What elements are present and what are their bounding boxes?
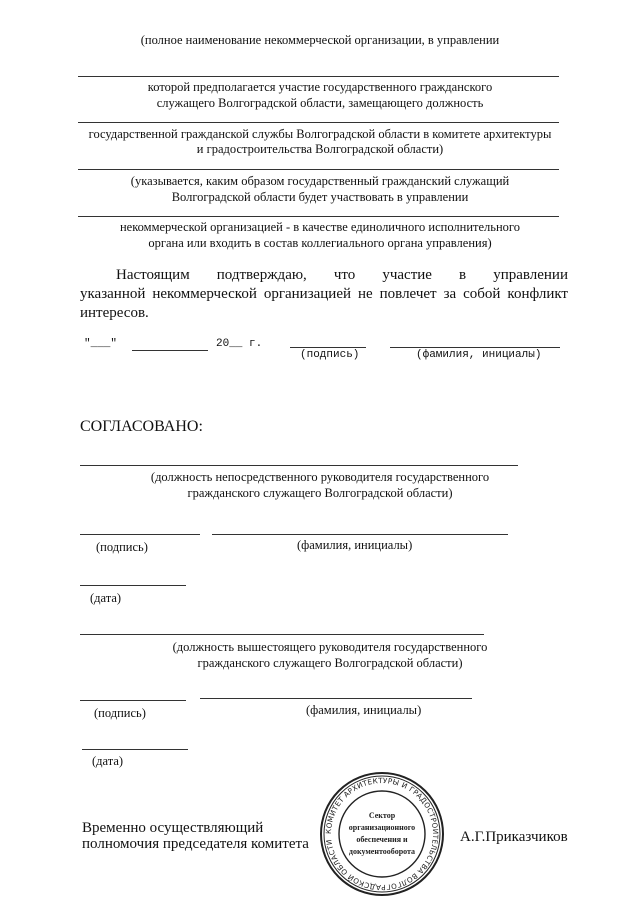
manager1-position-line [80,465,518,466]
manager2-caption-b: гражданского служащего Волгоградской области) [197,656,463,670]
manager1-date-line [80,585,186,586]
manager2-name-caption: (фамилия, инициалы) [306,703,422,717]
signature-caption: (подпись) [300,349,360,361]
participation-caption-a: которой предполагается участие государственного гражданского [147,80,493,94]
manager1-signature-caption: (подпись) [96,540,148,554]
role-line [78,216,559,217]
manager2-position-line [80,634,484,635]
month-blank-line [132,350,208,351]
org-name-caption: (полное наименование некоммерческой организации, в управлении [140,33,500,47]
manager1-caption-b: гражданского служащего Волгоградской области) [187,486,453,500]
manager2-date-line [82,749,188,750]
manager1-caption-a: (должность непосредственного руководителя государственного [150,470,490,484]
stamp-center-ring [339,791,425,877]
method-line [78,169,559,170]
org-name-line [78,76,559,77]
confirmation-paragraph [80,266,568,323]
signatory-position-a: Временно осуществляющий [82,820,264,836]
stamp-center-4: документооборота [348,847,416,856]
role-caption-a: некоммерческой организацией - в качестве единоличного исполнительного [119,220,520,234]
service-caption-a: государственной гражданской службы Волгоградской области в комитете архитектуры [88,127,552,141]
confirmation-line-1: Настоящим подтверждаю, что участие в управлении [116,267,568,283]
method-caption-a: (указывается, каким образом государственный гражданский служащий [130,174,510,188]
stamp-ring-text: КОМИТЕТ АРХИТЕКТУРЫ И ГРАДОСТРОИТЕЛЬСТВА ВОЛГОГРАДСКОЙ ОБЛАСТИ [323,775,441,893]
manager2-signature-caption: (подпись) [94,706,146,720]
manager2-signature-line [80,700,186,701]
role-caption-b: органа или входить в состав коллегиального органа управления) [148,236,492,250]
manager2-date-caption: (дата) [92,754,124,768]
manager1-date-caption: (дата) [90,591,122,605]
service-caption-b: и градостроительства Волгоградской области) [196,142,444,156]
method-caption-b: Волгоградской области будет участвовать в управлении [171,190,469,204]
participation-caption-b: служащего Волгоградской области, замещающего должность [156,96,484,110]
year-label: 20__ г. [216,338,263,350]
official-stamp [318,770,446,898]
stamp-center-1: Сектор [368,811,396,820]
confirmation-line-2: указанной некоммерческой организацией не повлечет за собой конфликт интересов. [80,286,568,321]
stamp-center-3: обеспечения и [356,835,408,844]
stamp-center-2: организационного [348,823,416,832]
manager1-name-caption: (фамилия, инициалы) [297,538,413,552]
manager2-caption-a: (должность вышестоящего руководителя государственного [172,640,488,654]
signature-line [290,347,366,348]
manager2-name-line [200,698,472,699]
approved-heading: СОГЛАСОВАНО: [80,418,203,435]
name-caption: (фамилия, инициалы) [416,349,542,361]
signatory-position-b: полномочия председателя комитета [82,836,309,852]
manager1-signature-line [80,534,200,535]
name-line [390,347,560,348]
signatory-name: А.Г.Приказчиков [460,829,568,845]
day-blank: "___" [84,338,118,350]
position-line [78,122,559,123]
manager1-name-line [212,534,508,535]
